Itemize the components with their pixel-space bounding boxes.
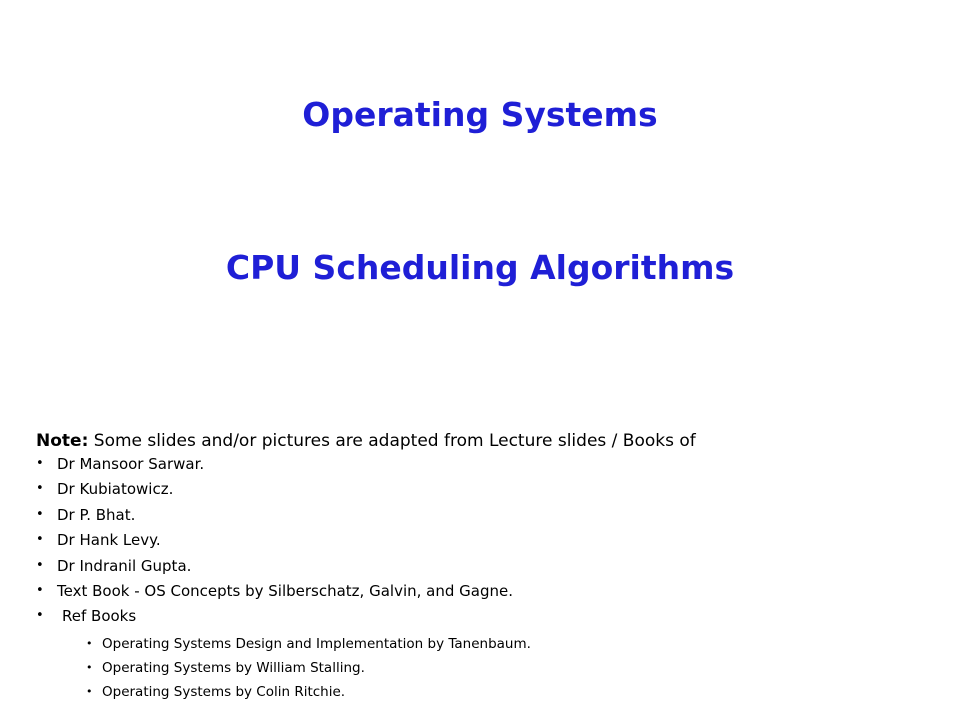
note-text: Some slides and/or pictures are adapted from Lecture slides / Books of (93, 431, 696, 451)
list-item: • Dr P. Bhat. (36, 506, 513, 531)
list-item: • Dr Kubiatowicz. (36, 480, 513, 505)
list-item: • Dr Hank Levy. (36, 531, 513, 556)
slide-subtitle: CPU Scheduling Algorithms (225, 248, 735, 287)
list-item: • Dr Mansoor Sarwar. (36, 455, 513, 480)
list-item: • Operating Systems by William Stalling. (86, 660, 531, 684)
list-item: • Operating Systems Design and Implementation by Tanenbaum. (86, 636, 531, 660)
note-line (36, 430, 696, 452)
ref-books-heading: • Ref Books (36, 607, 513, 632)
list-item: • Dr Indranil Gupta. (36, 557, 513, 582)
ref-books-list (86, 636, 531, 708)
list-item: • Operating Systems by Colin Ritchie. (86, 684, 531, 708)
authors-list (36, 455, 513, 633)
note-label: Note: (36, 431, 89, 451)
slide-title: Operating Systems (302, 95, 658, 134)
list-item: • Text Book - OS Concepts by Silberschatz, Galvin, and Gagne. (36, 582, 513, 607)
